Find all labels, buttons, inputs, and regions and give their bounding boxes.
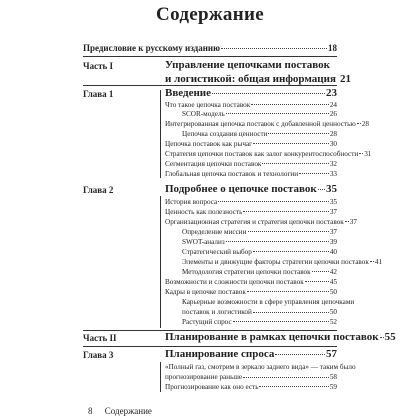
section-title: Цепочка поставок как рычаг bbox=[165, 140, 253, 148]
section-title-line: прогнозирование раньше bbox=[165, 372, 243, 381]
toc-part-1[interactable] bbox=[165, 58, 351, 86]
toc-chapter-1[interactable] bbox=[165, 87, 337, 99]
dot-leader bbox=[253, 251, 329, 252]
section-title: Стратегический выбор bbox=[182, 248, 252, 256]
section-page: 37 bbox=[329, 228, 337, 236]
section-title: Определение миссии bbox=[182, 228, 247, 236]
toc-subsection[interactable] bbox=[182, 248, 337, 256]
section-title: Растущий спрос bbox=[182, 318, 232, 326]
page-title: Содержание bbox=[156, 4, 264, 25]
section-title: Интегрированная цепочка поставок с добавленной ценностью bbox=[165, 120, 356, 128]
chapter-label: Глава 2 bbox=[83, 185, 114, 195]
toc-section[interactable] bbox=[165, 383, 337, 391]
section-page: 50 bbox=[329, 288, 337, 296]
toc-preface-page: 18 bbox=[328, 43, 337, 53]
section-page: 28 bbox=[361, 120, 369, 128]
section-page: 32 bbox=[329, 160, 337, 168]
section-title: Цепочка создания ценности bbox=[182, 130, 268, 138]
toc-subsection[interactable] bbox=[182, 228, 337, 236]
section-page: 33 bbox=[329, 170, 337, 178]
section-page: 42 bbox=[329, 268, 337, 276]
chapter-bracket bbox=[160, 362, 161, 392]
section-page: 26 bbox=[329, 110, 337, 118]
dot-leader bbox=[359, 153, 363, 154]
section-page: 41 bbox=[374, 258, 383, 266]
dot-leader bbox=[380, 337, 384, 338]
section-title-line: поставок и логистикой bbox=[182, 307, 252, 316]
section-title: SWOT-анализ bbox=[182, 238, 225, 246]
section-title: Что такое цепочка поставок bbox=[165, 101, 251, 109]
toc-section[interactable] bbox=[165, 288, 337, 296]
dot-leader bbox=[218, 201, 329, 202]
section-page: 59 bbox=[329, 383, 337, 391]
dot-leader bbox=[275, 354, 325, 355]
toc-section[interactable] bbox=[165, 363, 356, 382]
dot-leader bbox=[259, 386, 328, 387]
toc-section[interactable] bbox=[165, 208, 337, 216]
toc-section[interactable] bbox=[165, 218, 357, 226]
dot-leader bbox=[318, 189, 325, 190]
section-page: 31 bbox=[364, 150, 372, 158]
section-title-line: «Полный газ, смотрим в зеркало заднего вида» — таким было bbox=[165, 363, 356, 371]
running-title: Содержание bbox=[104, 406, 152, 416]
toc-subsection[interactable] bbox=[182, 298, 355, 317]
chapter-title: Введение bbox=[165, 87, 212, 99]
dot-leader bbox=[268, 133, 328, 134]
section-page: 37 bbox=[349, 218, 357, 226]
dot-leader bbox=[305, 281, 329, 282]
toc-subsection[interactable] bbox=[182, 268, 337, 276]
section-page: 37 bbox=[329, 208, 337, 216]
section-page: 50 bbox=[329, 307, 337, 316]
dot-leader bbox=[221, 48, 327, 49]
page-number: 8 bbox=[88, 406, 93, 416]
toc-section[interactable] bbox=[165, 140, 337, 148]
section-page: 28 bbox=[329, 130, 337, 138]
dot-leader bbox=[226, 241, 329, 242]
section-title: Организационная стратегия и стратегия цепочки поставок bbox=[165, 218, 344, 226]
section-title: Элементы и движущие факторы стратегии цепочки поставок bbox=[182, 258, 369, 266]
chapter-title: Подробнее о цепочке поставок bbox=[165, 183, 317, 195]
section-title: SCOR-модель bbox=[182, 110, 225, 118]
section-title-line: Карьерные возможности в сфере управления цепочками bbox=[182, 298, 355, 306]
dot-leader bbox=[226, 113, 329, 114]
toc-section[interactable] bbox=[165, 150, 372, 158]
part-title-line: и логистикой: общая информация bbox=[165, 73, 336, 85]
divider bbox=[83, 56, 337, 57]
section-page: 35 bbox=[329, 198, 337, 206]
dot-leader bbox=[247, 291, 329, 292]
chapter-page: 35 bbox=[326, 183, 337, 195]
divider bbox=[83, 346, 337, 347]
dot-leader bbox=[357, 123, 361, 124]
section-page: 52 bbox=[329, 318, 337, 326]
part-page: 21 bbox=[339, 73, 351, 85]
section-title: Прогнозирование как оно есть bbox=[165, 383, 259, 391]
toc-preface[interactable] bbox=[83, 43, 337, 53]
section-title: Методология стратегии цепочки поставок bbox=[182, 268, 311, 276]
part-label: Часть II bbox=[83, 333, 117, 343]
toc-section[interactable] bbox=[165, 198, 337, 206]
dot-leader bbox=[243, 211, 328, 212]
section-title: Возможности и сложности цепочки поставок bbox=[165, 278, 304, 286]
toc-chapter-3[interactable] bbox=[165, 348, 337, 360]
divider bbox=[83, 85, 337, 86]
dot-leader bbox=[248, 231, 329, 232]
dot-leader bbox=[345, 221, 349, 222]
toc-section[interactable] bbox=[165, 160, 337, 168]
toc-section[interactable] bbox=[165, 120, 369, 128]
page-footer bbox=[88, 406, 152, 416]
section-page: 24 bbox=[329, 101, 337, 109]
chapter-bracket bbox=[160, 90, 161, 178]
dot-leader bbox=[212, 93, 325, 94]
chapter-page: 23 bbox=[326, 87, 337, 99]
section-page: 39 bbox=[329, 238, 337, 246]
dot-leader bbox=[370, 261, 374, 262]
part-page: 55 bbox=[384, 331, 396, 343]
section-page: 30 bbox=[329, 140, 337, 148]
dot-leader bbox=[243, 377, 329, 378]
chapter-page: 57 bbox=[326, 348, 337, 360]
dot-leader bbox=[312, 271, 329, 272]
toc-section[interactable] bbox=[165, 170, 337, 178]
toc-section[interactable] bbox=[165, 101, 337, 109]
toc-subsection[interactable] bbox=[182, 238, 337, 246]
part-label: Часть I bbox=[83, 61, 114, 71]
toc-preface-title: Предисловие к русскому изданию bbox=[83, 43, 220, 53]
dot-leader bbox=[253, 312, 329, 313]
part-title: Планирование в рамках цепочки поставок bbox=[165, 331, 379, 343]
part-title-line: Управление цепочками поставок bbox=[165, 59, 330, 71]
chapter-bracket bbox=[160, 196, 161, 328]
toc-part-2[interactable] bbox=[165, 331, 396, 343]
dot-leader bbox=[253, 143, 329, 144]
chapter-label: Глава 1 bbox=[83, 89, 114, 99]
toc-subsection[interactable] bbox=[182, 258, 383, 266]
section-title: Сегментация цепочки поставок bbox=[165, 160, 262, 168]
dot-leader bbox=[262, 163, 328, 164]
section-page: 58 bbox=[329, 372, 337, 381]
section-title: Ценность как полезность bbox=[165, 208, 243, 216]
toc-subsection[interactable] bbox=[182, 130, 337, 138]
section-title: Стратегия цепочки поставок как залог конкурентоспособности bbox=[165, 150, 359, 158]
section-title: Глобальная цепочка поставок и технологии bbox=[165, 170, 299, 178]
toc-section[interactable] bbox=[165, 278, 337, 286]
section-title: Кадры в цепочке поставок bbox=[165, 288, 246, 296]
dot-leader bbox=[233, 321, 329, 322]
section-title: История вопроса bbox=[165, 198, 218, 206]
chapter-title: Планирование спроса bbox=[165, 348, 275, 360]
section-page: 45 bbox=[329, 278, 337, 286]
dot-leader bbox=[299, 173, 329, 174]
chapter-label: Глава 3 bbox=[83, 350, 114, 360]
section-page: 40 bbox=[329, 248, 337, 256]
toc-chapter-2[interactable] bbox=[165, 183, 337, 195]
dot-leader bbox=[251, 104, 329, 105]
toc-subsection[interactable] bbox=[182, 318, 337, 326]
toc-subsection[interactable] bbox=[182, 110, 337, 118]
